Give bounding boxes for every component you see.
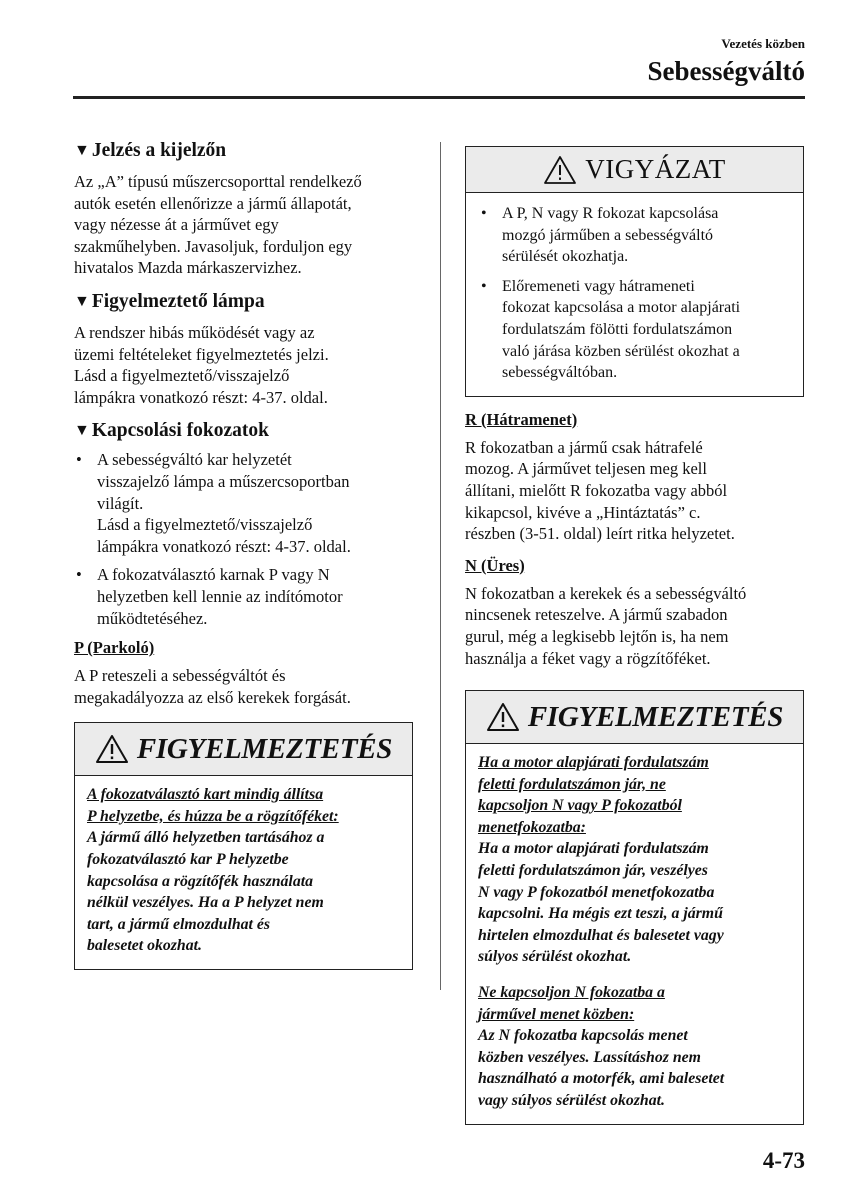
- neutral-heading: N (Üres): [465, 555, 525, 575]
- header-rule: [73, 96, 805, 99]
- caution-box-header: [466, 147, 803, 193]
- warning-triangle-icon: [95, 734, 129, 764]
- page-title: Sebességváltó: [647, 56, 805, 86]
- page-number: 4-73: [762, 1148, 805, 1173]
- section-heading-display: ▼ Jelzés a kijelzőn: [74, 140, 227, 161]
- warning-triangle-icon: [486, 702, 520, 732]
- list-item: • A fokozatválasztó karnak P vagy N helyzetben kell lennie az indítómotor működtetéséhez.: [76, 565, 343, 628]
- reverse-heading: R (Hátramenet): [465, 409, 578, 429]
- gear-positions-list: [74, 449, 414, 629]
- warning-lamp-paragraph: A rendszer hibás működését vagy az üzemi feltételeket figyelmeztetés jelzi. Lásd a figyelmeztető/visszajelző lámpákra vonatkozó részt: 4-37. oldal.: [74, 322, 329, 407]
- black-down-triangle-icon: ▼: [74, 142, 90, 159]
- park-heading: P (Parkoló): [74, 638, 155, 658]
- list-item: • A sebességváltó kar helyzetét visszajelző lámpa a műszercsoportban világít. Lásd a figyelmeztető/visszajelző lámpákra vonatkozó részt: 4-37. oldal.: [76, 450, 351, 556]
- warning-box-header: [466, 691, 803, 744]
- warning-box-body: A fokozatválasztó kart mindig állítsa P helyzetbe, és húzza be a rögzítőféket: A jármű álló helyzetben tartásához a fokozatválasztó kar P helyzetbe kapcsolása a rögzítőfék használata nélkül veszélyes. Ha a P helyzet nem tart, a jármű elmozdulhat és balesetet okozhat.: [87, 786, 339, 955]
- warning-box-park: [74, 722, 413, 970]
- warning-box-body: Ha a motor alapjárati fordulatszám feletti fordulatszámon jár, ne kapcsoljon N vagy P fokozatból menetfokozatba: Ha a motor alapjárati fordulatszám feletti fordulatszámon jár, veszélyes N vagy P fokozatból menetfokozatba kapcsolni. Ha mégis ezt teszi, a jármű hirtelen elmozdulhat és balesetet vagy súlyos sérülést okozhat. Ne kapcsoljon N fokozatba a járművel menet közben: Az N fokozatba kapcsolás menet közben veszélyes. Lassításhoz nem használható a motorfék, ami balesetet vagy súlyos sérülést okozhat.: [478, 754, 725, 1109]
- warning-triangle-icon: [543, 155, 577, 185]
- caution-box: [465, 146, 804, 397]
- section-heading-gear-positions: ▼ Kapcsolási fokozatok: [74, 420, 269, 442]
- black-down-triangle-icon: ▼: [74, 292, 90, 310]
- neutral-paragraph: N fokozatban a kerekek és a sebességváltó nincsenek reteszelve. A jármű szabadon gurul, még a legkisebb lejtőn is, ha nem használja a féket vagy a rögzítőféket.: [465, 583, 747, 668]
- list-item: • A P, N vagy R fokozat kapcsolása mozgó járműben a sebességváltó sérülését okozhatja.: [481, 205, 719, 266]
- bullet-icon: •: [76, 565, 82, 585]
- right-column: [465, 146, 805, 1125]
- reverse-paragraph: R fokozatban a jármű csak hátrafelé mozog. A járművet teljesen meg kell állítani, mielőtt R fokozatba vagy abból kikapcsol, kivéve a „Hintáztatás” c. részben (3-51. oldal) leírt ritka helyzetet.: [465, 437, 735, 544]
- bullet-icon: •: [481, 277, 487, 295]
- section-heading-warning-lamp: ▼ Figyelmeztető lámpa: [74, 290, 265, 312]
- left-column: [74, 138, 414, 970]
- caution-box-body: [466, 193, 803, 396]
- bullet-icon: •: [76, 450, 82, 470]
- park-paragraph: A P reteszeli a sebességváltót és megakadályozza az első kerekek forgását.: [74, 666, 351, 707]
- bullet-icon: •: [481, 205, 487, 222]
- chapter-header: Vezetés közben: [721, 36, 805, 51]
- caution-box-title: VIGYÁZAT: [585, 154, 726, 184]
- warning-box-title: FIGYELMEZTETÉS: [136, 732, 393, 765]
- warning-box-header: [75, 723, 412, 776]
- column-divider: [440, 142, 441, 990]
- warning-box-neutral: [465, 690, 804, 1125]
- warning-box-title: FIGYELMEZTETÉS: [527, 700, 784, 733]
- list-item: • Előremeneti vagy hátrameneti fokozat kapcsolása a motor alapjárati fordulatszám fölötti fordulatszámon való járása közben sérülést okozhat a sebességváltóban.: [481, 277, 741, 382]
- display-paragraph: Az „A” típusú műszercsoporttal rendelkező autók esetén ellenőrizze a jármű állapotát, vagy nézesse át a járművet egy szakműhelyben. Javasoljuk, forduljon egy hivatalos Mazda márkaszervizhez.: [74, 172, 362, 278]
- black-down-triangle-icon: ▼: [74, 422, 90, 440]
